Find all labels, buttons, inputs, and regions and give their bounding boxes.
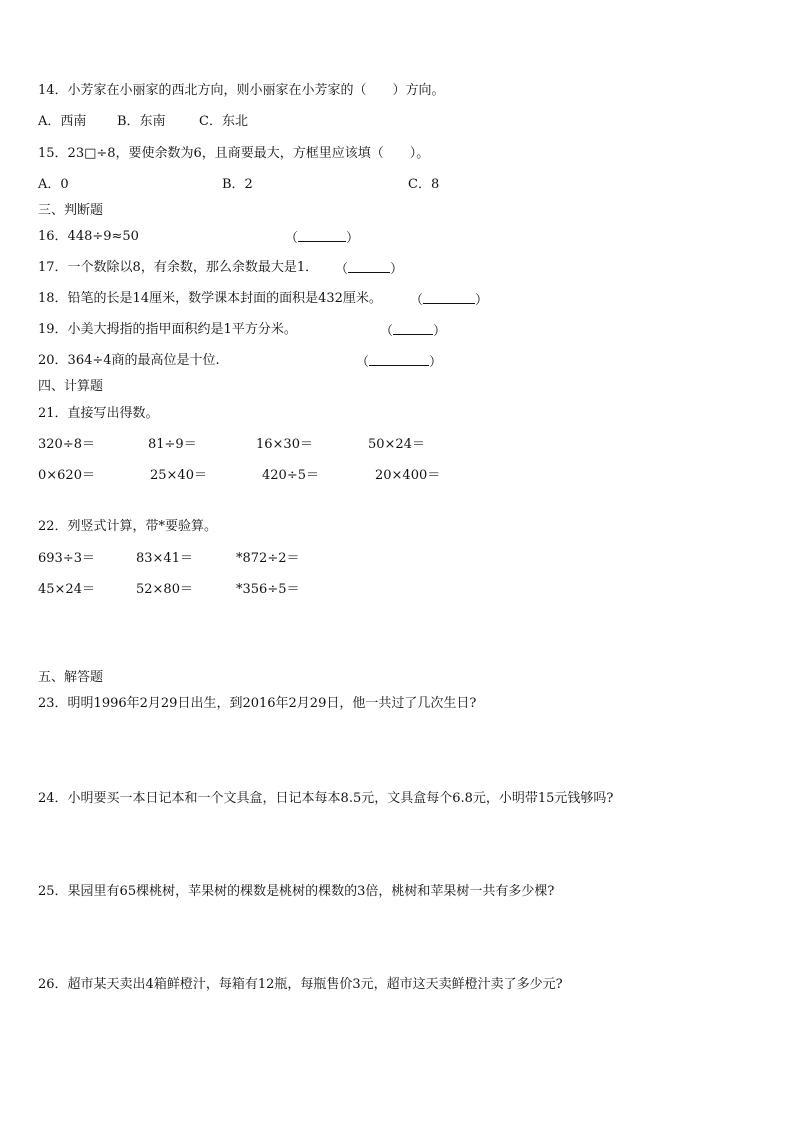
blank-line (298, 229, 346, 242)
q21-item: 20×400＝ (375, 468, 441, 483)
paren-open: （ (285, 231, 299, 246)
q15-option-c: C．8 (408, 177, 440, 192)
answer-blank-18[interactable] (410, 291, 488, 309)
paren-open: （ (410, 293, 424, 308)
question-24: 24．小明要买一本日记本和一个文具盒，日记本每本8.5元，文具盒每个6.8元，小明带15元钱够吗? (38, 791, 614, 806)
q15-option-a: A．0 (38, 177, 69, 192)
paren-open: （ (335, 262, 349, 277)
paren-close: ） (390, 262, 404, 277)
question-25: 25．果园里有65棵桃树，苹果树的棵数是桃树的棵数的3倍，桃树和苹果树一共有多少棵? (38, 884, 555, 899)
question-14: 14．小芳家在小丽家的西北方向，则小丽家在小芳家的（ ）方向。 (38, 83, 445, 98)
q21-item: 81÷9＝ (148, 437, 197, 452)
q22-item: 52×80＝ (136, 582, 193, 597)
q21-item: 50×24＝ (368, 437, 425, 452)
question-22: 22．列竖式计算，带*要验算。 (38, 519, 218, 534)
section-heading-answer: 五、解答题 (38, 670, 104, 685)
q22-item: 45×24＝ (38, 582, 95, 597)
answer-blank-19[interactable] (380, 322, 446, 340)
section-heading-judge: 三、判断题 (38, 203, 104, 218)
q14-option-c: C．东北 (199, 114, 248, 129)
section-heading-calc: 四、计算题 (38, 379, 104, 394)
q21-item: 320÷8＝ (38, 437, 95, 452)
question-18: 18．铅笔的长是14厘米，数学课本封面的面积是432厘米。 (38, 291, 382, 306)
blank-line (348, 260, 390, 273)
answer-blank-16[interactable] (285, 229, 359, 247)
question-20: 20．364÷4商的最高位是十位. (38, 353, 220, 368)
blank-line (393, 322, 433, 335)
paren-open: （ (380, 324, 394, 339)
answer-blank-20[interactable] (356, 353, 442, 371)
paren-close: ） (433, 324, 447, 339)
q22-item: *872÷2＝ (236, 551, 300, 566)
q14-option-a: A．西南 (38, 114, 87, 129)
paren-open: （ (356, 355, 370, 370)
q14-option-b: B．东南 (117, 114, 166, 129)
q21-item: 25×40＝ (150, 468, 207, 483)
q22-item: 83×41＝ (136, 551, 193, 566)
q21-item: 420÷5＝ (262, 468, 319, 483)
q15-option-b: B．2 (222, 177, 253, 192)
paren-close: ） (475, 293, 489, 308)
question-16: 16．448÷9≈50 (38, 229, 139, 244)
q22-item: *356÷5＝ (236, 582, 300, 597)
q21-item: 0×620＝ (38, 468, 95, 483)
q21-item: 16×30＝ (256, 437, 313, 452)
question-15: 15．23□÷8，要使余数为6，且商要最大，方框里应该填（ ）。 (38, 146, 430, 161)
paren-close: ） (346, 231, 360, 246)
paren-close: ） (429, 355, 443, 370)
question-21: 21．直接写出得数。 (38, 406, 159, 421)
blank-line (423, 291, 475, 304)
question-17: 17．一个数除以8，有余数，那么余数最大是1． (38, 260, 319, 275)
blank-line (369, 353, 429, 366)
question-19: 19．小美大拇指的指甲面积约是1平方分米。 (38, 322, 297, 337)
answer-blank-17[interactable] (335, 260, 403, 278)
q22-item: 693÷3＝ (38, 551, 95, 566)
question-23: 23．明明1996年2月29日出生，到2016年2月29日，他一共过了几次生日? (38, 696, 477, 711)
question-26: 26．超市某天卖出4箱鲜橙汁，每箱有12瓶，每瓶售价3元，超市这天卖鲜橙汁卖了多少元? (38, 977, 563, 992)
